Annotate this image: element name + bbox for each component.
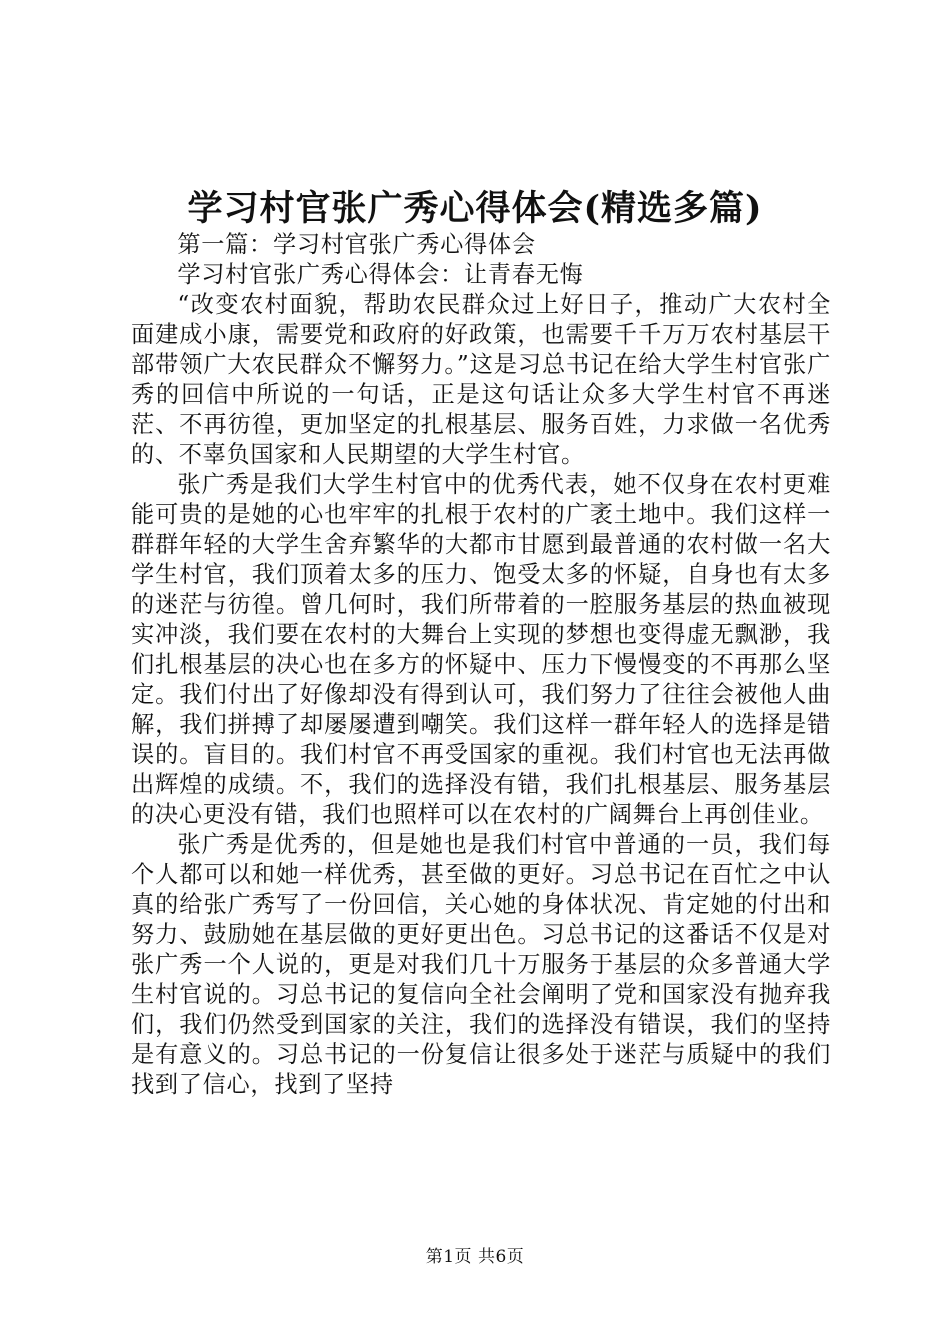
section-heading: 第一篇：学习村官张广秀心得体会 bbox=[177, 231, 536, 258]
body-paragraph-3: 张广秀是优秀的，但是她也是我们村官中普通的一员，我们每个人都可以和她一样优秀，甚至做的更好。习总书记在百忙之中认真的给张广秀写了一份回信，关心她的身体状况、肯定她的付出和努力、鼓励她在基层做的更好更出色。习总书记的这番话不仅是对张广秀一个人说的，更是对我们几十万服务于基层的众多普通大学生村官说的。习总书记的复信向全社会阐明了党和国家没有抛弃我们，我们仍然受到国家的关注，我们的选择没有错误，我们的坚持是有意义的。习总书记的一份复信让很多处于迷茫与质疑中的我们找到了信心，找到了坚持 bbox=[131, 831, 831, 1098]
body-paragraph-1: “改变农村面貌，帮助农民群众过上好日子，推动广大农村全面建成小康，需要党和政府的好政策，也需要千千万万农村基层干部带领广大农民群众不懈努力。”这是习总书记在给大学生村官张广秀的回信中所说的一句话，正是这句话让众多大学生村官不再迷茫、不再彷徨，更加坚定的扎根基层、服务百姓，力求做一名优秀的、不辜负国家和人民期望的大学生村官。 bbox=[131, 291, 831, 468]
document-title: 学习村官张广秀心得体会(精选多篇) bbox=[187, 188, 763, 229]
section-subtitle: 学习村官张广秀心得体会：让青春无悔 bbox=[177, 261, 584, 288]
document-body bbox=[131, 230, 831, 1100]
page-footer: 第1页 共6页 bbox=[425, 1247, 525, 1267]
body-paragraph-2: 张广秀是我们大学生村官中的优秀代表，她不仅身在农村更难能可贵的是她的心也牢牢的扎根于农村的广袤土地中。我们这样一群群年轻的大学生舍弃繁华的大都市甘愿到最普通的农村做一名大学生村官，我们顶着太多的压力、饱受太多的怀疑，自身也有太多的迷茫与彷徨。曾几何时，我们所带着的一腔服务基层的热血被现实冲淡，我们要在农村的大舞台上实现的梦想也变得虚无飘渺，我们扎根基层的决心也在多方的怀疑中、压力下慢慢变的不再那么坚定。我们付出了好像却没有得到认可，我们努力了往往会被他人曲解，我们拼搏了却屡屡遭到嘲笑。我们这样一群年轻人的选择是错误的。盲目的。我们村官不再受国家的重视。我们村官也无法再做出辉煌的成绩。不，我们的选择没有错，我们扎根基层、服务基层的决心更没有错，我们也照样可以在农村的广阔舞台上再创佳业。 bbox=[131, 471, 831, 828]
